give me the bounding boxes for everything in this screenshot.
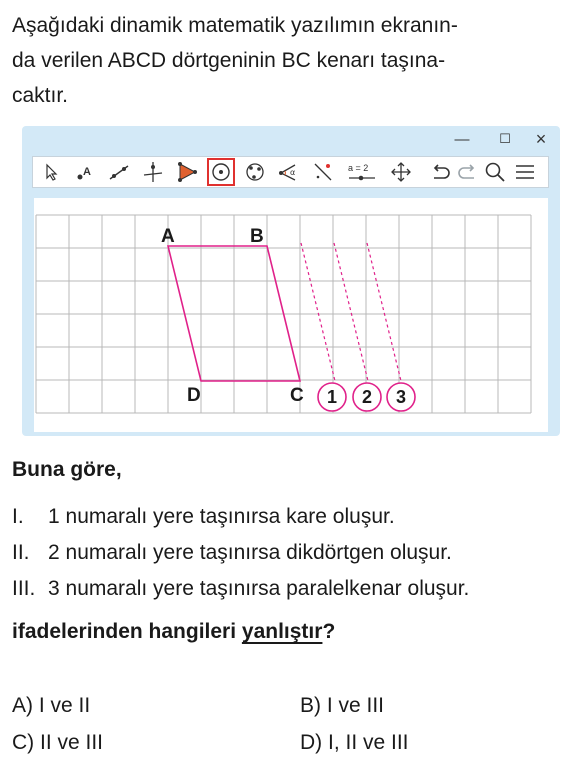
slider-tool-label: a = 2 xyxy=(348,163,369,173)
slider-tool-button[interactable] xyxy=(345,158,379,186)
intro-line-3: caktır. xyxy=(12,84,69,107)
question-after: ? xyxy=(322,620,336,643)
redo-button[interactable] xyxy=(453,158,481,186)
statement-1-text: 1 numaralı yere taşınırsa kare oluşur. xyxy=(48,505,395,528)
arrow-icon xyxy=(37,158,65,186)
undo-icon xyxy=(427,158,455,186)
dashed-line-2 xyxy=(334,243,368,381)
option-a[interactable]: A) I ve II xyxy=(12,694,91,717)
reflect-icon xyxy=(309,158,337,186)
polygon-icon xyxy=(173,158,201,186)
circle-three-points-icon xyxy=(241,158,269,186)
point-tool-button[interactable] xyxy=(71,158,99,186)
angle-icon xyxy=(275,158,303,186)
position-marker-1[interactable] xyxy=(318,383,346,411)
search-icon xyxy=(481,158,509,186)
line-tool-button[interactable] xyxy=(105,158,133,186)
point-a-icon xyxy=(71,158,99,186)
polygon-tool-button[interactable] xyxy=(173,158,201,186)
close-button[interactable]: × xyxy=(535,128,547,149)
position-marker-3[interactable] xyxy=(387,383,415,411)
move-tool-button[interactable] xyxy=(37,158,65,186)
question-intro xyxy=(12,8,572,113)
point-c-label: C xyxy=(290,385,304,406)
move-view-icon xyxy=(387,158,415,186)
minimize-button[interactable]: — xyxy=(454,130,470,148)
point-b-label: B xyxy=(250,226,264,247)
circle-center-icon xyxy=(207,158,235,186)
move-view-tool-button[interactable] xyxy=(387,158,415,186)
intro-line-1: Aşağıdaki dinamik matematik yazılımın ekranın- xyxy=(12,14,458,37)
perpendicular-tool-button[interactable] xyxy=(139,158,167,186)
grid-drawing xyxy=(34,198,548,432)
circle-center-tool-button[interactable] xyxy=(207,158,235,186)
perpendicular-icon xyxy=(139,158,167,186)
position-1-label: 1 xyxy=(326,387,338,407)
option-d[interactable]: D) I, II ve III xyxy=(300,731,409,754)
redo-icon xyxy=(453,158,481,186)
maximize-button[interactable]: ☐ xyxy=(499,131,511,146)
statement-3 xyxy=(12,577,469,601)
menu-button[interactable] xyxy=(511,158,539,186)
position-marker-2[interactable] xyxy=(353,383,381,411)
point-a-label: A xyxy=(161,226,175,247)
option-b[interactable]: B) I ve III xyxy=(300,694,385,717)
angle-tool-button[interactable] xyxy=(275,158,303,186)
statement-1 xyxy=(12,505,395,529)
option-c[interactable]: C) II ve III xyxy=(12,731,104,754)
point-tool-letter: A xyxy=(83,166,91,178)
statement-2-text: 2 numaralı yere taşınırsa dikdörtgen oluşur. xyxy=(48,541,452,564)
reflect-tool-button[interactable] xyxy=(309,158,337,186)
position-3-label: 3 xyxy=(395,387,407,407)
statement-3-text: 3 numaralı yere taşınırsa paralelkenar oluşur. xyxy=(48,577,470,600)
statement-3-roman: III. xyxy=(12,577,36,600)
point-d-label: D xyxy=(187,385,201,406)
line-icon xyxy=(105,158,133,186)
question-underlined: yanlıştır xyxy=(241,620,323,643)
statement-2 xyxy=(12,541,452,565)
statement-2-roman: II. xyxy=(12,541,30,564)
intro-line-2: da verilen ABCD dörtgeninin BC kenarı taşına- xyxy=(12,49,446,72)
statement-1-roman: I. xyxy=(12,505,24,528)
heading-buna-gore: Buna göre, xyxy=(12,458,122,481)
dashed-line-3 xyxy=(367,243,401,381)
question-prompt xyxy=(12,620,335,644)
angle-tool-symbol: α xyxy=(290,168,296,177)
search-button[interactable] xyxy=(481,158,509,186)
dashed-guide-lines xyxy=(301,243,401,381)
undo-button[interactable] xyxy=(427,158,455,186)
circle-three-points-tool-button[interactable] xyxy=(241,158,269,186)
menu-icon xyxy=(511,158,539,186)
position-2-label: 2 xyxy=(361,387,373,407)
graphics-view[interactable] xyxy=(34,198,548,432)
geometry-app-window xyxy=(22,126,560,436)
question-before: ifadelerinden hangileri xyxy=(12,620,242,643)
toolbar xyxy=(32,156,549,188)
dashed-line-1 xyxy=(301,243,335,381)
slider-icon xyxy=(345,158,379,186)
